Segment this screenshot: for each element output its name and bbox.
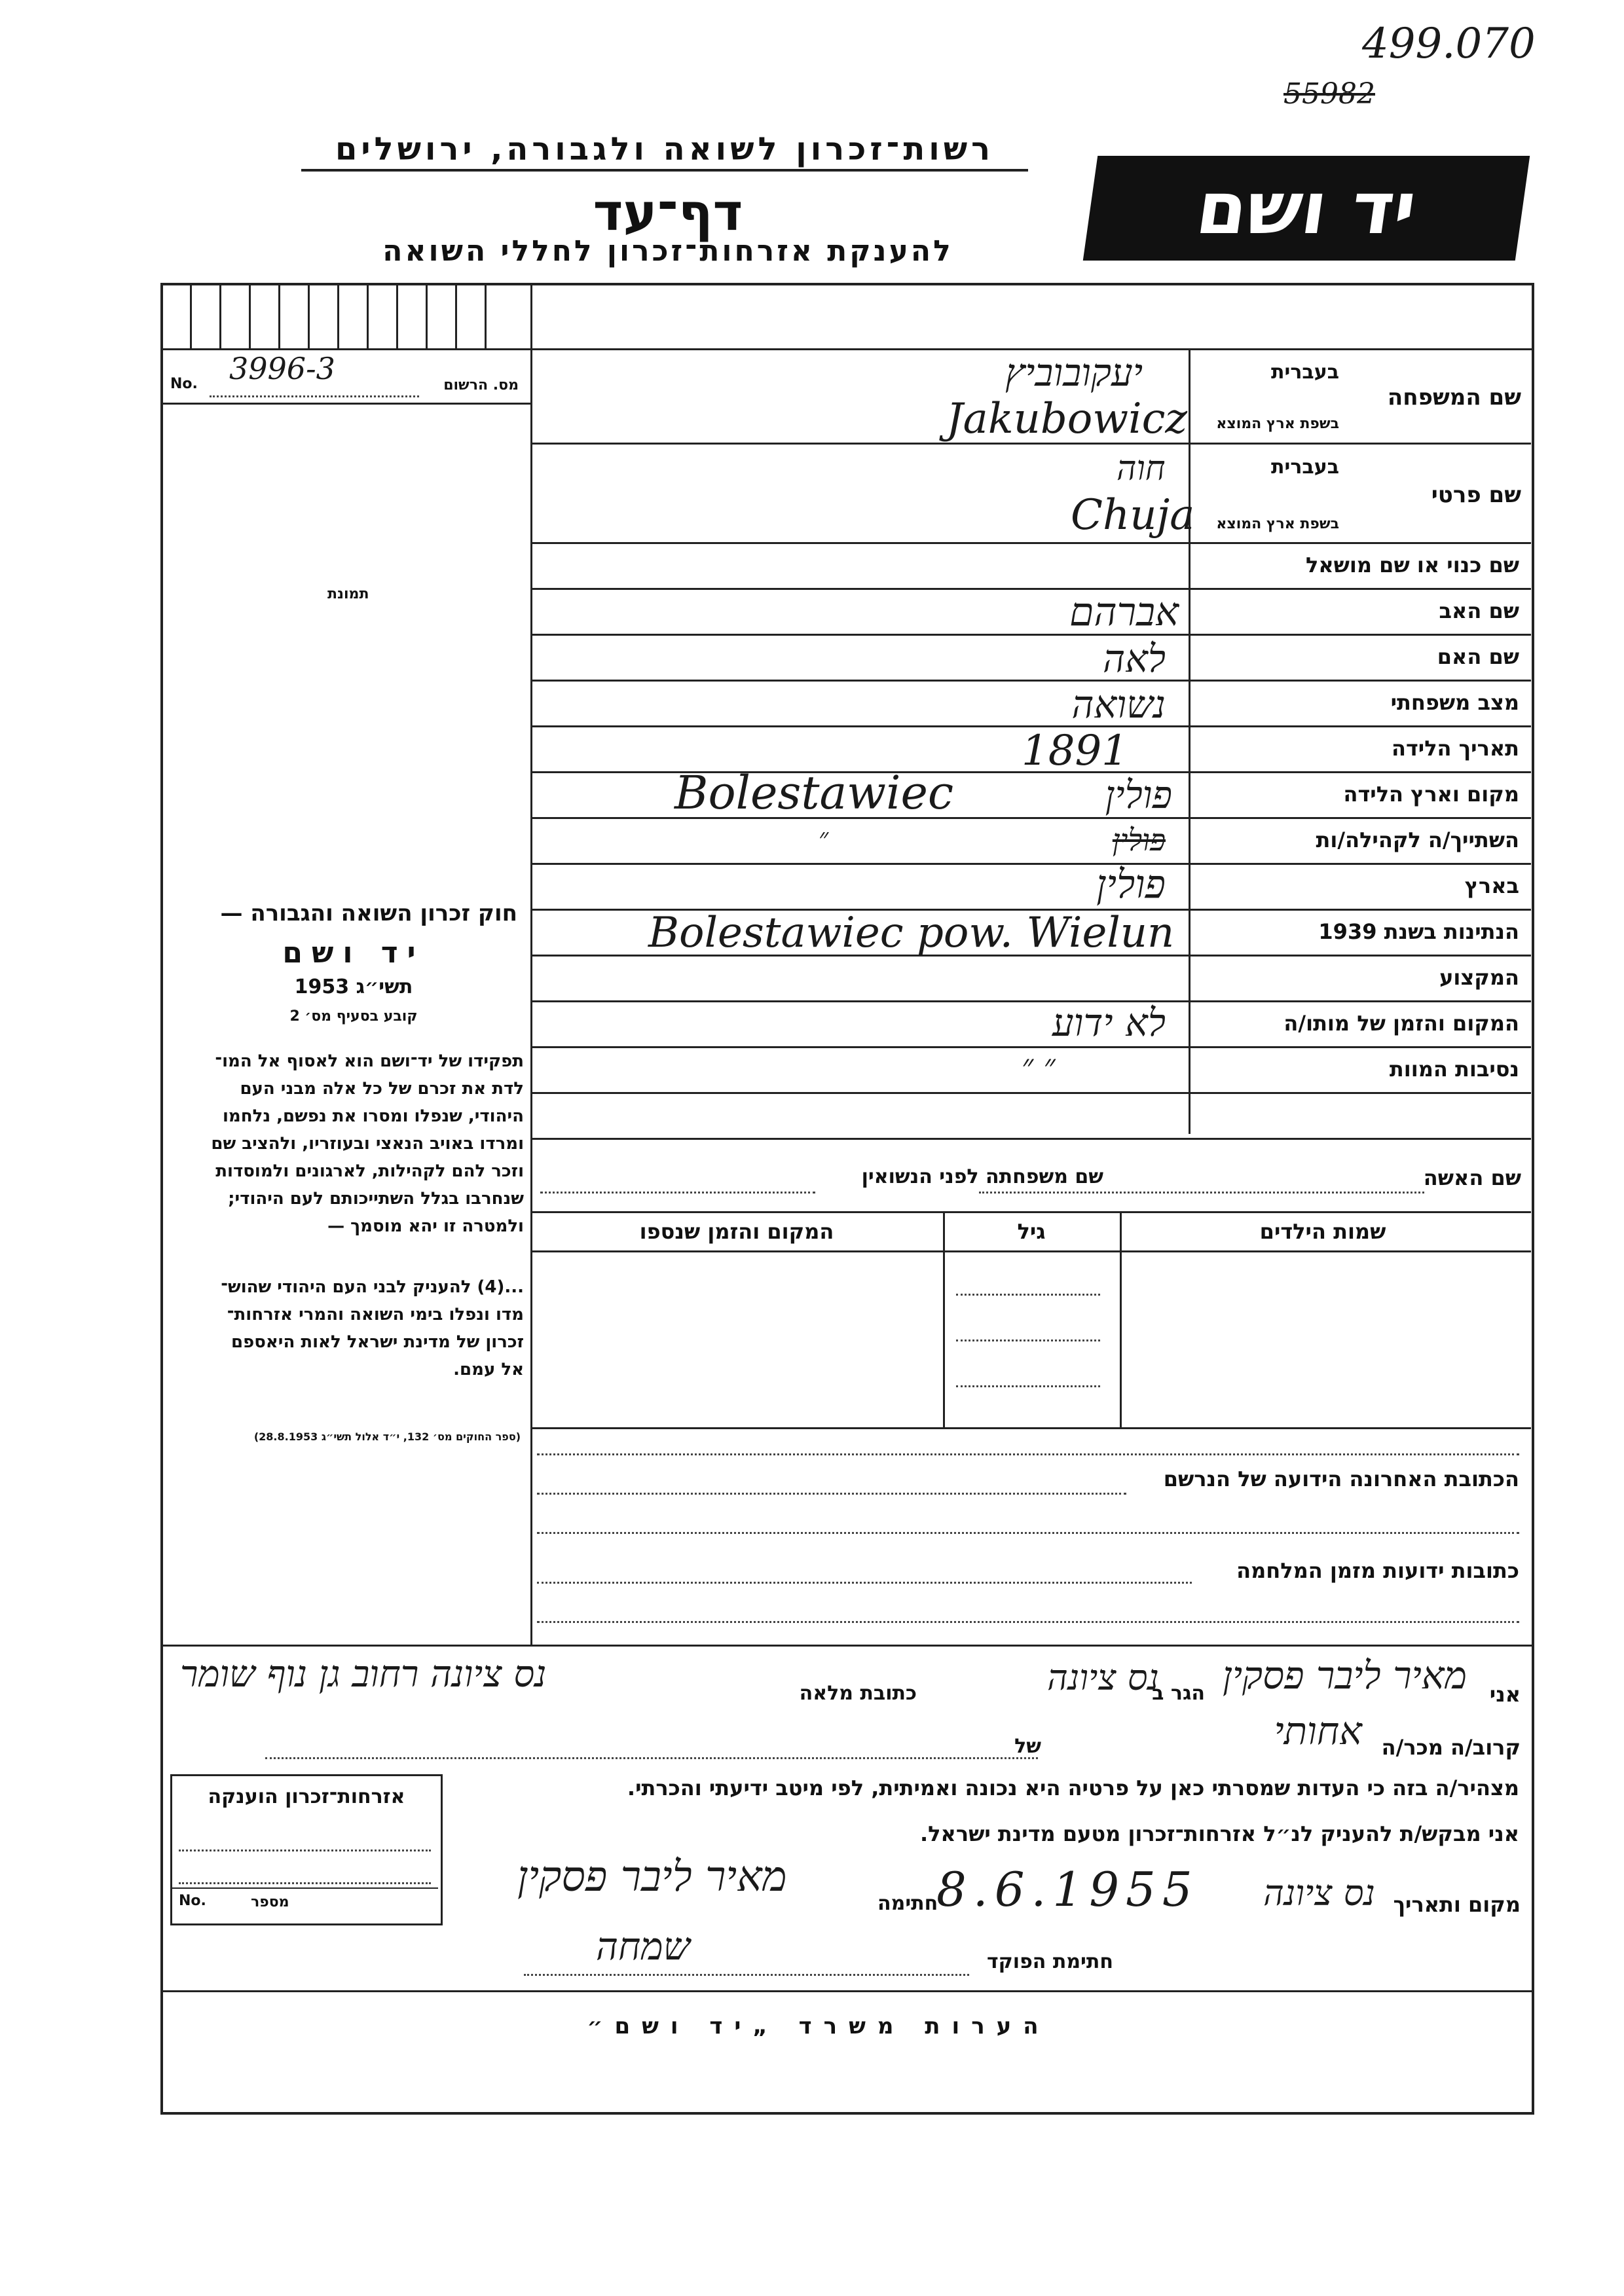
surname-orig-label: בשפת ארץ המוצא — [1216, 416, 1339, 432]
father-value: אברהם — [1069, 589, 1179, 635]
given-label: שם פרטי — [1431, 482, 1521, 508]
i-value: מאיר ליבר פסקין — [1223, 1653, 1467, 1698]
photo-label: תמונת — [327, 586, 369, 602]
given-orig-label: בשפת ארץ המוצא — [1216, 516, 1339, 532]
request-text: אני מבקש/ת להעניק לנ״ל אזרחות־זכרון מטעם מדינת ישראל. — [920, 1821, 1519, 1846]
given-he-label: בעברית — [1271, 456, 1339, 479]
cause-label: נסיבות המוות — [1389, 1057, 1519, 1082]
birth-date-value: 1891 — [1022, 727, 1128, 775]
country-label: בארץ — [1464, 873, 1519, 898]
law-name: יד ושם — [282, 936, 425, 970]
nickname-label: שם כנוי או שם מושאל — [1305, 553, 1519, 577]
i-label: אני — [1489, 1682, 1521, 1707]
community-mark: ״ — [819, 823, 829, 853]
of-label: של — [1014, 1735, 1041, 1758]
law-text-2: ...(4) להעניק לבני העם היהודי שהוש־ מדו ונפלו בימי השואה והמרי אזרחות־ זכרון של מדינת ישראל לאות היאספם אל עמם. — [221, 1277, 524, 1379]
community-label: השתייך/ה לקהילה/ות — [1316, 828, 1519, 852]
mother-label: שם האם — [1437, 644, 1519, 669]
citizenship-value: Bolestawiec pow. Wielun — [648, 909, 1175, 957]
children-header-age: גיל — [1017, 1219, 1046, 1244]
reg-number-field[interactable] — [170, 351, 524, 399]
marital-value: נשואה — [1071, 682, 1166, 727]
signature-label: חתימה — [877, 1892, 938, 1915]
certificate-number-label: מספר — [251, 1894, 289, 1910]
maiden-label: שם משפחתה לפני הנשואין — [861, 1165, 1103, 1188]
yad-vashem-logo: יד ושם — [1083, 156, 1530, 261]
corner-struck-number: 55982 — [1283, 77, 1375, 111]
reg-no-prefix: No. — [170, 376, 198, 392]
certificate-box — [170, 1774, 443, 1925]
law-footnote: (ספר החוקים מס׳ 132, י״ד אלול תשי״ג 28.8.1953) — [253, 1430, 521, 1443]
wife-label: שם האשה — [1423, 1165, 1521, 1190]
authority-title: רשות־זכרון לשואה ולגבורה, ירושלים — [335, 131, 995, 168]
spouse-field[interactable] — [534, 1159, 1529, 1198]
marital-label: מצב משפחתי — [1390, 690, 1519, 715]
relative-line[interactable] — [167, 1709, 1526, 1768]
place-value: נס ציונה — [1263, 1872, 1375, 1914]
country-value: פולין — [1096, 862, 1166, 907]
surname-he-value: יעקובוביץ — [1005, 350, 1143, 395]
law-clause: קובע בסעיף מס׳ 2 — [289, 1008, 418, 1025]
father-label: שם האב — [1439, 598, 1519, 623]
resides-label: הגר ב — [1152, 1682, 1205, 1705]
certificate-number-prefix: No. — [179, 1893, 206, 1909]
form-title: דף־עד — [593, 183, 743, 242]
mother-value: לאה — [1103, 636, 1166, 681]
form-subtitle: להענקת אזרחות־זכרון לחללי השואה — [382, 234, 953, 268]
declaration-text: מצהיר/ה בזה כי העדות שמסרתי כאן על פרטיה היא נכונה ואמיתית, לפי מיטב ידיעתי והכרתי. — [627, 1776, 1519, 1800]
reg-label: מס. הרשום — [443, 377, 519, 393]
last-address-label: הכתובת האחרונה הידועה של הנרשם — [1163, 1467, 1519, 1491]
death-value: לא ידוע — [1052, 1000, 1166, 1045]
birth-place-label: מקום וארץ הלידה — [1343, 782, 1519, 807]
given-name-field[interactable] — [534, 445, 1529, 542]
signature-value: מאיר ליבר פסקין — [517, 1853, 787, 1901]
resides-value: נס ציונה — [1047, 1657, 1159, 1698]
surname-he-label: בעברית — [1271, 361, 1339, 384]
place-date-label: מקום ותאריך — [1393, 1892, 1521, 1917]
address-value: נס ציונה רחוב גן נוף שומר — [180, 1653, 547, 1696]
office-notes: הערות משרד „יד ושם״ — [587, 2013, 1050, 2039]
community-struck: פולין — [1112, 822, 1166, 858]
cause-value: ״ ״ — [1022, 1048, 1056, 1084]
officer-label: חתימת הפוקד — [987, 1950, 1113, 1973]
surname-field[interactable] — [534, 350, 1529, 442]
declarant-line[interactable] — [167, 1653, 1526, 1712]
law-year: תשי״ג 1953 — [294, 975, 413, 998]
reg-no-value: 3996-3 — [229, 351, 335, 386]
signature-line[interactable] — [458, 1853, 1526, 1925]
children-header-names: שמות הילדים — [1259, 1219, 1386, 1244]
profession-label: המקצוע — [1439, 965, 1519, 990]
officer-line[interactable] — [458, 1924, 1113, 1980]
surname-label: שם המשפחה — [1387, 384, 1521, 410]
wartime-label: כתובות ידועות מזמן המלחמה — [1236, 1558, 1519, 1583]
relative-value: אחותי — [1274, 1709, 1362, 1753]
law-title: חוק זכרון השואה והגבורה — — [220, 900, 517, 926]
address-label: כתובת מלאה — [799, 1682, 917, 1705]
children-header-place: המקום והזמן שנספו — [639, 1219, 834, 1244]
death-label: המקום והזמן של מותו/ה — [1283, 1011, 1519, 1036]
given-he-value: חוה — [1116, 449, 1166, 488]
certificate-title: אזרחות־זכרון הוענקה — [208, 1785, 405, 1808]
date-value: 8.6.1955 — [936, 1862, 1199, 1917]
law-text-1: תפקידו של יד־ושם הוא לאסוף אל המו־ לדת את זכרם של כל אלה מבני העם היהודי, שנפלו ומסרו את נפשם, נלחמו ומרדו באויב הנאצי ובעוזריו, ולהציב שם וזכר להם לקהילות, לארגונים ולמוסדות שנחרבו בגלל השתייכותם לעם היהודי; ולמטרה זו יהא מוסמך — — [211, 1051, 524, 1236]
citizenship-label: הנתינות בשנת 1939 — [1318, 919, 1519, 944]
birth-place-orig: Bolestawiec — [674, 766, 954, 820]
surname-orig-value: Jakubowicz — [946, 395, 1188, 443]
officer-value: שמחה — [596, 1924, 690, 1969]
birth-date-label: תאריך הלידה — [1391, 736, 1519, 761]
given-orig-value: Chuja — [1071, 491, 1195, 539]
birth-place-he: פולין — [1105, 773, 1172, 817]
corner-number: 499.070 — [1362, 20, 1536, 68]
relative-label: קרוב/ה מכר/ה — [1381, 1735, 1521, 1760]
authority-underline — [301, 169, 1028, 172]
